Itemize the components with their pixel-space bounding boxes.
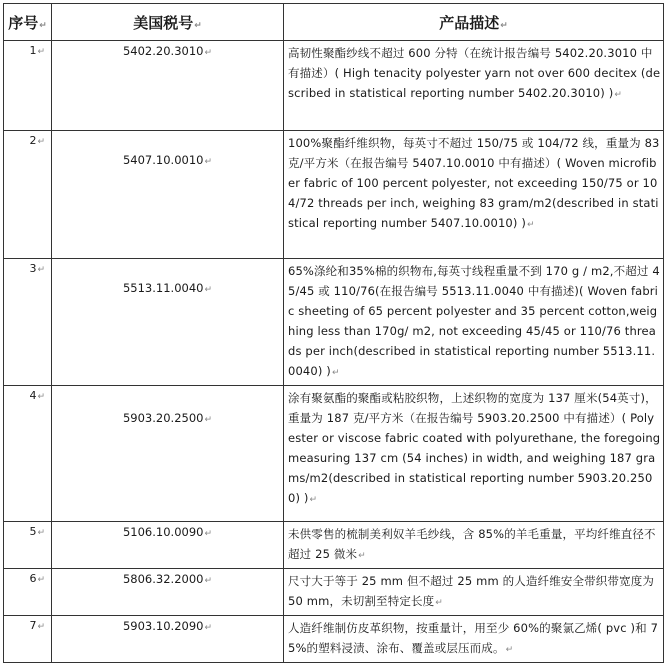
- row-description: 尺寸大于等于 25 mm 但不超过 25 mm 的人造纤维安全带织带宽度为 50 mm，未切割至特定长度↵: [284, 569, 664, 616]
- row-description: 100%聚酯纤维织物，每英寸不超过 150/75 或 104/72 线，重量为 83 克/平方米（在报告编号 5407.10.0010 中有描述）( Woven microfiber fabric of 100 percent polyester, not exceeding 150/75 or 104/72 threads per inch, weighing 83 gram/m2(described in statistical reporting number 5407.10.0010) )↵: [284, 131, 664, 259]
- row-description: 未供零售的梳制美利奴羊毛纱线，含 85%的羊毛重量，平均纤维直径不超过 25 微米↵: [284, 522, 664, 569]
- row-index: 7↵: [4, 616, 52, 663]
- table-row: [4, 131, 664, 259]
- table-row: [4, 386, 664, 522]
- row-index: 1↵: [4, 41, 52, 131]
- row-index: 4↵: [4, 386, 52, 522]
- row-description: 65%涤纶和35%棉的织物布,每英寸线程重量不到 170 g / m2,不超过 45/45 或 110/76(在报告编号 5513.11.0040 中有描述)( Woven fabric sheeting of 65 percent polyester and 35 percent cotton,weighing less than 170g/ m2, not exceeding 45/45 or 110/76 threads per inch(described in statistical reporting number 5513.11.0040) )↵: [284, 259, 664, 386]
- row-index: 3↵: [4, 259, 52, 386]
- row-description: 涂有聚氨酯的聚酯或粘胶织物，上述织物的宽度为 137 厘米(54英寸)，重量为 187 克/平方米（在报告编号 5903.20.2500 中有描述）( Polyester or viscose fabric coated with polyurethane, the foregoing measuring 137 cm (54 inches) in width, and weighing 187 grams/m2(described in statistical reporting number 5903.20.2500) )↵: [284, 386, 664, 522]
- row-tariff-code: 5903.10.2090↵: [52, 616, 284, 663]
- row-description: 人造纤维制仿皮革织物，按重量计，用至少 60%的聚氯乙烯( pvc )和 75%的塑料浸渍、涂布、覆盖或层压而成。↵: [284, 616, 664, 663]
- header-description: 产品描述↵: [284, 4, 664, 41]
- table-row: [4, 259, 664, 386]
- header-tariff-code: 美国税号↵: [52, 4, 284, 41]
- row-index: 2↵: [4, 131, 52, 259]
- row-tariff-code: 5402.20.3010↵: [52, 41, 284, 131]
- row-index: 5↵: [4, 522, 52, 569]
- table-row: [4, 569, 664, 616]
- product-table: [3, 3, 664, 663]
- row-index: 6↵: [4, 569, 52, 616]
- row-tariff-code: 5513.11.0040↵: [52, 259, 284, 386]
- table-row: [4, 616, 664, 663]
- table-header-row: [4, 4, 664, 41]
- row-tariff-code: 5407.10.0010↵: [52, 131, 284, 259]
- table-row: [4, 522, 664, 569]
- row-tariff-code: 5903.20.2500↵: [52, 386, 284, 522]
- table-row: [4, 41, 664, 131]
- header-index: 序号↵: [4, 4, 52, 41]
- row-tariff-code: 5806.32.2000↵: [52, 569, 284, 616]
- row-description: 高韧性聚酯纱线不超过 600 分特（在统计报告编号 5402.20.3010 中有描述）( High tenacity polyester yarn not over 600 decitex (described in statistical reporting number 5402.20.3010) )↵: [284, 41, 664, 131]
- row-tariff-code: 5106.10.0090↵: [52, 522, 284, 569]
